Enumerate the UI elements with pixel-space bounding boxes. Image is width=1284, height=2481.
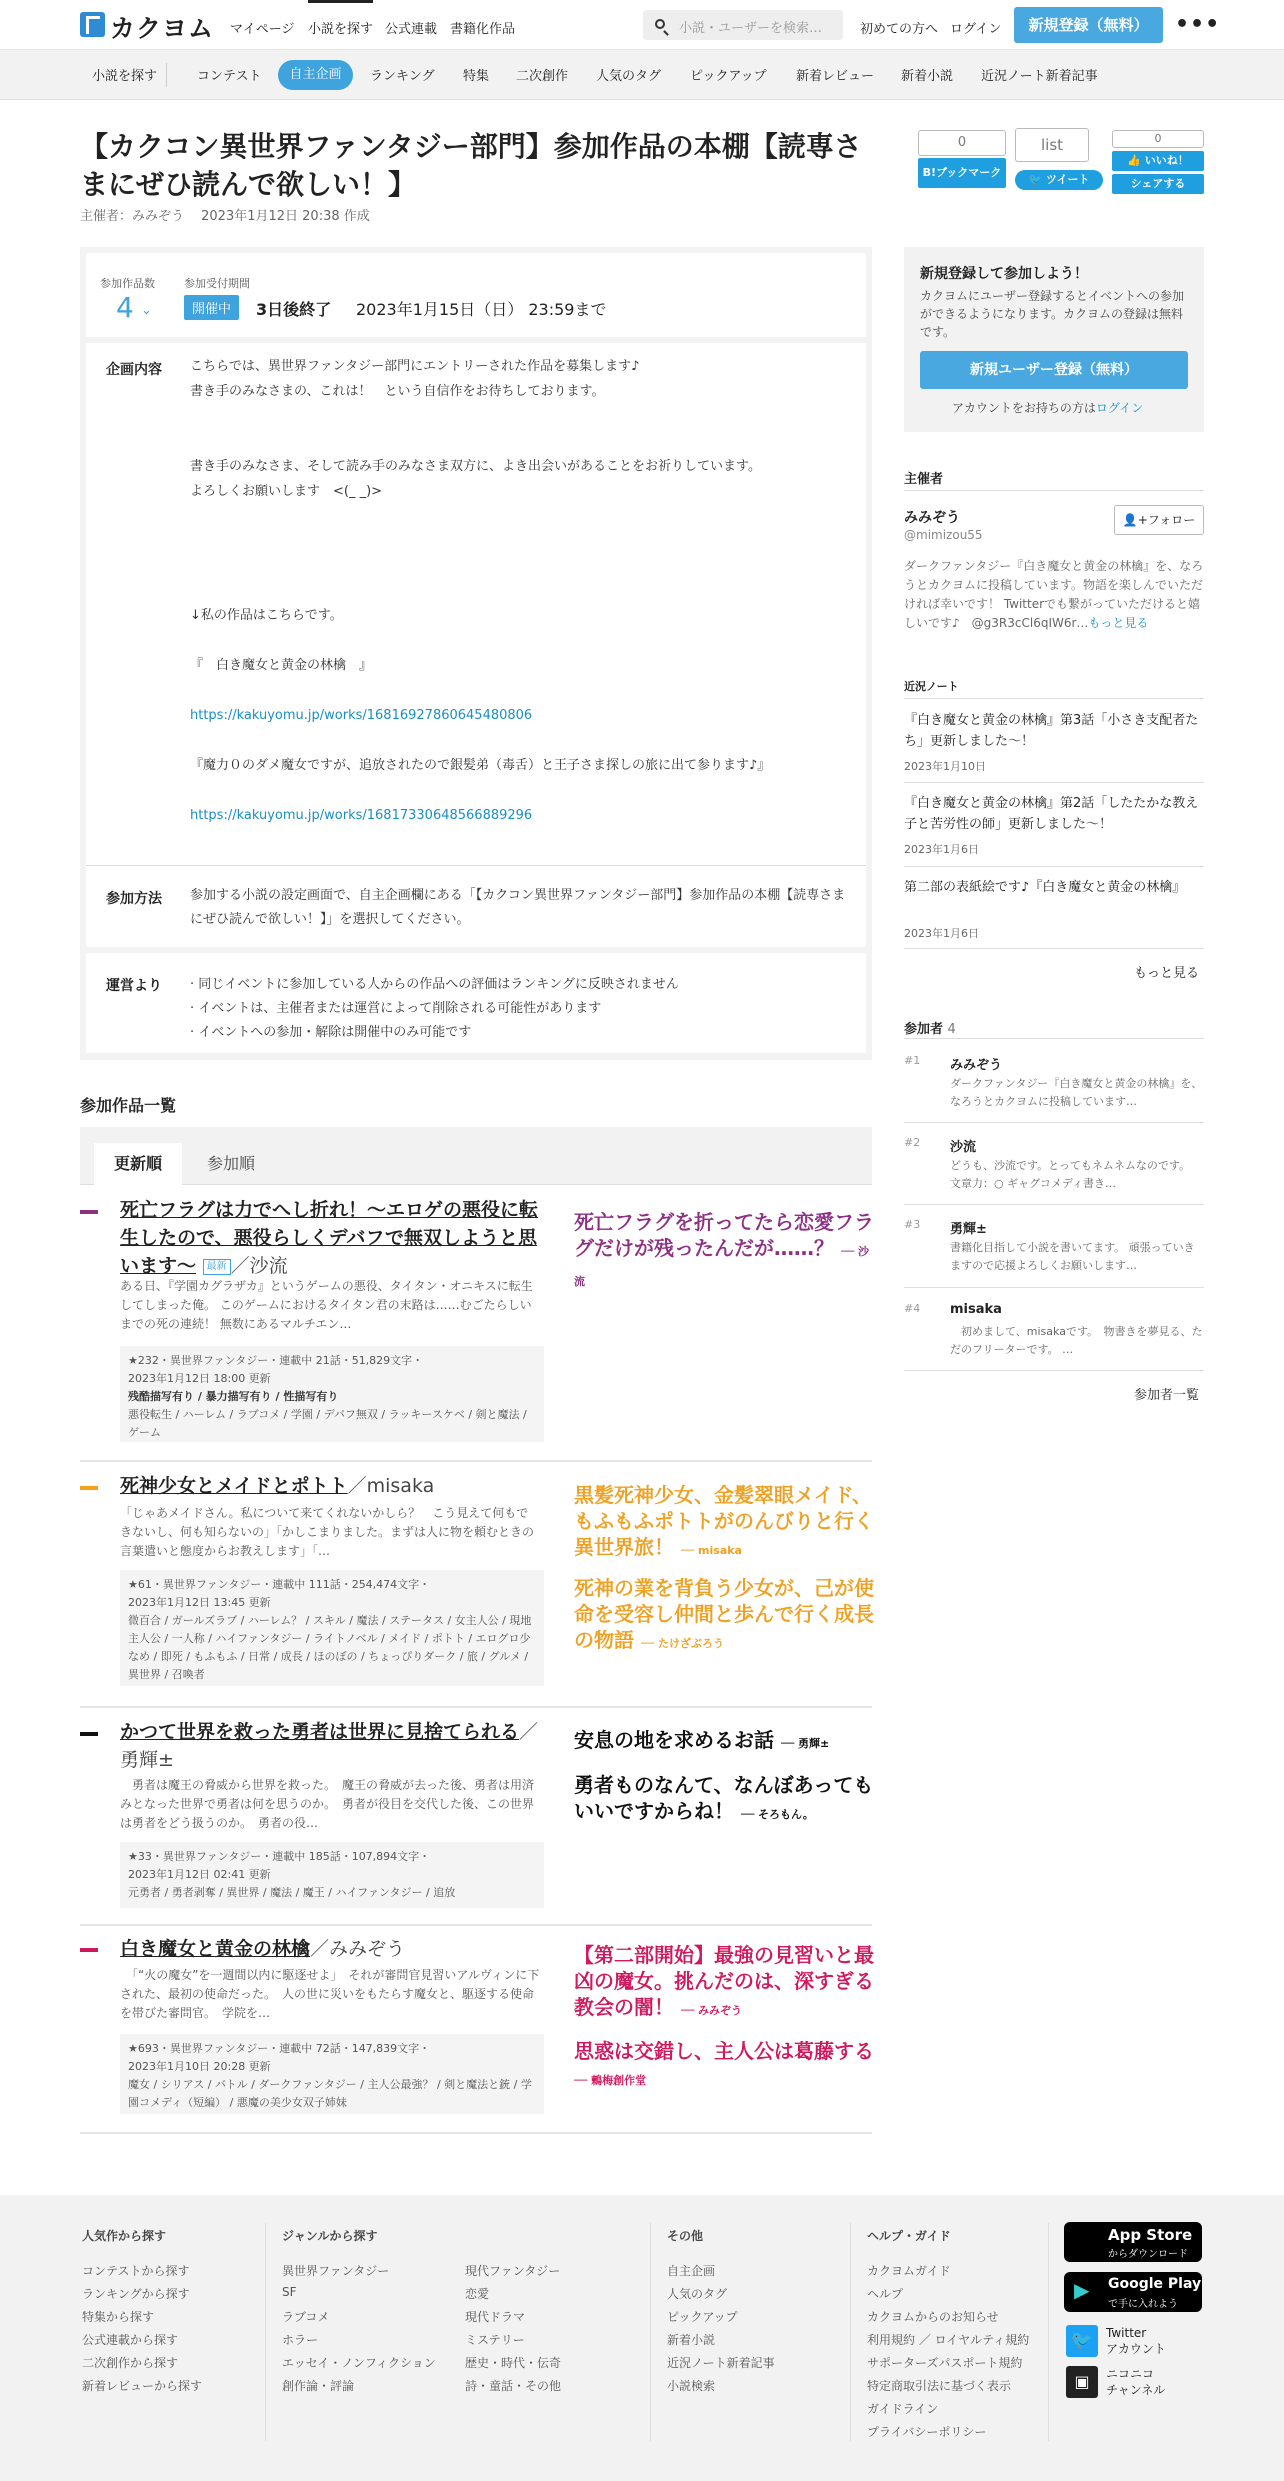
tab-joined[interactable]: 参加順 <box>206 1154 255 1173</box>
subnav-new-novels[interactable]: 新着小説 <box>901 69 954 84</box>
work-meta: ★232・異世界ファンタジー・連載中 21話・51,829文字・ 2023年1月12日 18:00 更新 残酷描写有り / 暴力描写有り / 性描写有り 悪役転生 / ハーレム / ラブコメ / 学園 / デバフ無双 / ラッキースケベ / 剣と魔法 / ゲーム <box>120 1346 544 1442</box>
work-color-bar <box>80 1486 98 1490</box>
footer-popular-heading: 人気作から探す <box>82 2229 167 2243</box>
work-intro: ある日、『学園カグラザカ』というゲームの悪役、タイタン・オニキスに転生してしまった俺。 このゲームにおけるタイタン君の末路は……むごたらしいまでの死の連続！ 無数にあるマルチエン… <box>120 1279 533 1331</box>
footer-link[interactable]: 人気のタグ <box>667 2287 728 2301</box>
signup-title: 新規登録して参加しよう！ <box>920 266 1088 282</box>
new-badge: 最新 <box>203 1259 231 1275</box>
organizer-bio: ダークファンタジー『白き魔女と黄金の林檎』を、なろうとカクヨムに投稿しています。物語を楽しんでいただければ幸いです！ Twitterでも繋がっていただけると嬉しいです♪ @g3R3cCl6qIW6r…もっと見る <box>904 559 1204 630</box>
footer-link[interactable]: 異世界ファンタジー <box>282 2264 390 2278</box>
divider <box>904 1204 1204 1205</box>
bio-more-link[interactable]: もっと見る <box>1088 616 1149 630</box>
footer-link[interactable]: 自主企画 <box>667 2264 716 2278</box>
bookmark-count: 0 <box>918 130 1006 156</box>
login-link[interactable]: ログイン <box>950 22 1002 37</box>
footer-link[interactable]: 公式連載から探す <box>82 2333 179 2347</box>
ends-in: 3日後終了 <box>256 300 332 319</box>
participant-desc: 初めまして、misakaです。 物書きを夢見る、ただのフリーターです。 … <box>950 1325 1203 1356</box>
footer-link[interactable]: 詩・童話・その他 <box>465 2379 562 2393</box>
event-description-card <box>86 343 866 865</box>
divider <box>80 1924 872 1926</box>
entries-count[interactable]: 4 <box>116 291 134 324</box>
divider <box>904 948 1204 949</box>
work-intro: 勇者は魔王の脅威から世界を救った。 魔王の脅威が去った後、勇者は用済みとなった世界で勇者は何を思うのか。 勇者が役目を交代した後、この世界は勇者をどう扱うのか。 勇者の役… <box>120 1778 535 1830</box>
footer-link[interactable]: ミステリー <box>465 2333 525 2347</box>
organizer-line: 主催者：みみぞう 2023年1月12日 20:38 作成 <box>80 209 370 224</box>
divider <box>904 1122 1204 1123</box>
list-button[interactable]: list <box>1015 128 1089 162</box>
status-badge: 開催中 <box>184 295 239 320</box>
participants-all-link[interactable]: 参加者一覧 <box>1134 1388 1200 1403</box>
work-color-bar <box>80 1210 98 1214</box>
subnav-feature[interactable]: 特集 <box>463 69 490 84</box>
footer-link[interactable]: 新着小説 <box>667 2333 716 2347</box>
work-meta: ★693・異世界ファンタジー・連載中 72話・147,839文字・ 2023年1月10日 20:28 更新 魔女 / シリアス / バトル / ダークファンタジー / 主人公最強？ / 剣と魔法と銃 / 学園コメディ（短編） / 悪魔の美少女双子姉妹 <box>120 2034 544 2114</box>
play-icon: ▶ <box>1074 2278 1090 2302</box>
footer-link[interactable]: ヘルプ <box>867 2287 904 2301</box>
divider <box>904 1370 1204 1371</box>
footer-divider <box>265 2223 266 2441</box>
nav-books[interactable]: 書籍化作品 <box>450 22 516 37</box>
twitter-icon[interactable]: 🐦 <box>1066 2325 1098 2357</box>
notes-more-link[interactable]: もっと見る <box>1134 966 1200 981</box>
footer-link[interactable]: SF <box>282 2285 297 2299</box>
page-title: 【カクコン異世界ファンタジー部門】参加作品の本棚【読専さまにぜひ読んで欲しい！】 <box>80 130 862 201</box>
thumbs-up-icon: 👍 <box>1127 154 1145 167</box>
subnav-tags[interactable]: 人気のタグ <box>596 69 662 84</box>
footer-link[interactable]: 小説検索 <box>667 2379 716 2393</box>
footer-link[interactable]: ホラー <box>282 2333 319 2347</box>
footer-link[interactable]: 利用規約 ／ ロイヤルティ規約 <box>867 2333 1030 2347</box>
organizer-heading: 主催者 <box>904 472 944 487</box>
niconico-channel-link[interactable]: ニコニコ チャンネル <box>1106 2367 1166 2397</box>
participant-rank: #3 <box>904 1218 921 1231</box>
app-store-badge[interactable]: App Store からダウンロード <box>1064 2222 1202 2262</box>
catchphrase: 勇者ものなんて、なんぼあってもいいですからね！ ── そろもん。 <box>574 1773 874 1823</box>
facebook-like-button[interactable]: 👍 いいね！ <box>1112 151 1204 171</box>
participant-desc: どうも、沙流です。とってもネムネムなのです。 文章力：○ ギャグコメディ書き… <box>950 1159 1191 1190</box>
desc-line: 『魔力０のダメ魔女ですが、追放されたので銀髪弟（毒舌）と王子さま探しの旅に出て参ります♪』 <box>190 758 771 773</box>
work-intro: 「“火の魔女”を一週間以内に駆逐せよ」 それが審問官見習いアルヴィンに下された、最初の使命だった。 人の世に災いをもたらす魔女と、駆逐する使命を帯びた審問官。 学院を… <box>120 1968 540 2020</box>
divider <box>904 866 1204 867</box>
work-tags: 魔女 / シリアス / バトル / ダークファンタジー / 主人公最強？ / 剣と魔法と銃 / 学園コメディ（短編） / 悪魔の美少女双子姉妹 <box>128 2078 532 2109</box>
work-title[interactable]: かつて世界を救った勇者は世界に見捨てられる／勇輝± <box>120 1721 539 1771</box>
footer-link[interactable]: 特集から探す <box>82 2310 155 2324</box>
how-label: 参加方法 <box>106 891 162 907</box>
subnav-search[interactable]: 小説を探す <box>92 69 158 84</box>
footer-link[interactable]: 歴史・時代・伝奇 <box>465 2356 562 2370</box>
divider <box>80 2132 872 2134</box>
note-date: 2023年1月10日 <box>904 760 986 773</box>
register-button[interactable]: 新規登録（無料） <box>1014 7 1163 43</box>
google-play-badge[interactable]: ▶ Google Play で手に入れよう <box>1064 2272 1202 2312</box>
signup-box <box>904 247 1204 432</box>
divider <box>904 1287 1204 1288</box>
catchphrase: 思惑は交錯し、主人公は葛藤する ── 鶫梅創作堂 <box>574 2039 874 2087</box>
footer-link[interactable]: 特定商取引法に基づく表示 <box>867 2379 1012 2393</box>
footer-link[interactable]: コンテストから探す <box>82 2264 190 2278</box>
participant-desc: ダークファンタジー『白き魔女と黄金の林檎』を、なろうとカクヨムに投稿しています… <box>950 1077 1203 1108</box>
footer-link[interactable]: サポーターズパスポート規約 <box>867 2356 1023 2370</box>
work-color-bar <box>80 1948 98 1952</box>
footer-link[interactable]: 二次創作から探す <box>82 2356 179 2370</box>
desc-line: 書き手のみなさま、そして読み手のみなさま双方に、よき出会いがあることをお祈りしています。 <box>190 459 761 474</box>
desc-line: ↓私の作品はこちらです。 <box>190 608 343 623</box>
entries-label: 参加作品数 <box>100 277 155 290</box>
follow-button[interactable]: 👤+フォロー <box>1114 505 1204 535</box>
niconico-icon[interactable]: ▣ <box>1066 2366 1098 2398</box>
work-title[interactable]: 死亡フラグは力でへし折れ！～エロゲの悪役に転生したので、悪役らしくデバフで無双しようと思います～ 最新 ／沙流 <box>120 1199 539 1277</box>
participant-rank: #1 <box>904 1054 921 1067</box>
catchphrase: 安息の地を求めるお話 ── 勇輝± <box>574 1728 830 1752</box>
desc-line: 『 白き魔女と黄金の林檎 』 <box>190 658 373 673</box>
catchphrase: 黒髪死神少女、金髪翠眼メイド、もふもふポトトがのんびりと行く異世界旅！ ── misaka <box>574 1483 874 1559</box>
catchphrase: 死神の業を背負う少女が、己が使命を受容し仲間と歩んで行く成長の物語 ── たけざぶろう <box>574 1576 874 1652</box>
nav-search-novels[interactable]: 小説を探す <box>308 0 373 37</box>
catchphrase: 【第二部開始】最強の見習いと最凶の魔女。挑んだのは、深すぎる教会の闇！ ── みみぞう <box>574 1943 874 2019</box>
work-tags: 元勇者 / 勇者剥奪 / 異世界 / 魔法 / 魔王 / ハイファンタジー / 追放 <box>128 1886 456 1899</box>
subnav-user-events[interactable]: 自主企画 <box>278 60 353 90</box>
nav-mypage[interactable]: マイページ <box>230 22 295 37</box>
divider <box>904 782 1204 783</box>
participant-rank: #2 <box>904 1136 921 1149</box>
footer-link[interactable]: エッセイ・ノンフィクション <box>282 2356 436 2370</box>
ops-item: · イベントは、主催者または運営によって削除される可能性があります <box>190 1001 602 1016</box>
footer-help-heading: ヘルプ・ガイド <box>867 2229 951 2243</box>
footer-link[interactable]: ラブコメ <box>282 2310 330 2324</box>
hatena-bookmark-button[interactable]: B!ブックマーク <box>918 158 1006 188</box>
footer-link[interactable]: 現代ドラマ <box>465 2310 526 2324</box>
footer-link[interactable]: ガイドライン <box>867 2402 939 2416</box>
divider <box>904 1038 1204 1039</box>
how-text: 参加する小説の設定画面で、自主企画欄にある「【カクコン異世界ファンタジー部門】参加作品の本棚【読専さまにぜひ読んで欲しい！】」を選択してください。 <box>190 888 846 927</box>
subnav-fanfic[interactable]: 二次創作 <box>516 69 569 84</box>
catchphrase: 死亡フラグを折ってたら恋愛フラグだけが残ったんだが……？ ── 沙流 <box>574 1210 874 1288</box>
desc-label: 企画内容 <box>106 362 162 378</box>
work-link[interactable]: https://kakuyomu.jp/works/16817330648566889296 <box>190 808 533 823</box>
divider <box>80 1706 872 1708</box>
tab-updated[interactable]: 更新順 <box>94 1143 182 1185</box>
work-link[interactable]: https://kakuyomu.jp/works/16816927860645480806 <box>190 708 533 723</box>
facebook-share-button[interactable]: シェアする <box>1112 174 1204 194</box>
desc-line: こちらでは、異世界ファンタジー部門にエントリーされた作品を募集します♪ <box>190 359 640 374</box>
how-to-join-card <box>86 865 866 947</box>
work-tags: 微百合 / ガールズラブ / ハーレム？ / スキル / 魔法 / ステータス / 女主人公 / 現地主人公 / 一人称 / ハイファンタジー / ライトノベル / メイド / ポトト / エログロ少なめ / 即死 / もふもふ / 日常 / 成長 / ほのぼの / ちょっぴりダーク / 旅 / グルメ / 異世界 / 召喚者 <box>128 1614 532 1681</box>
notes-heading: 近況ノート <box>904 680 959 693</box>
ops-notice-card <box>86 953 866 1053</box>
more-menu-icon[interactable]: ••• <box>1175 12 1221 37</box>
period-label: 参加受付期間 <box>184 277 250 290</box>
signup-text: カクヨムにユーザー登録するとイベントへの参加ができるようになります。カクヨムの登録は無料です。 <box>920 289 1185 339</box>
divider <box>80 1460 872 1462</box>
subnav-divider <box>166 63 167 87</box>
work-meta: ★33・異世界ファンタジー・連載中 185話・107,894文字・ 2023年1月12日 02:41 更新 元勇者 / 勇者剥奪 / 異世界 / 魔法 / 魔王 / ハイファンタジー / 追放 <box>120 1842 544 1908</box>
note-date: 2023年1月6日 <box>904 843 979 856</box>
sidebar-login-link[interactable]: ログイン <box>1095 401 1144 415</box>
desc-line: よろしくお願いします <(_ _)> <box>190 484 383 499</box>
event-summary-card <box>86 253 866 337</box>
footer-link[interactable]: プライバシーポリシー <box>867 2425 987 2439</box>
footer-link[interactable]: 新着レビューから探す <box>82 2379 203 2393</box>
note-item[interactable]: 『白き魔女と黄金の林檎』第2話「したたかな教え子と苦労性の師」更新しました〜！ <box>904 796 1199 832</box>
organizer-name[interactable]: みみぞう <box>904 510 960 526</box>
organizer-id: @mimizou55 <box>904 528 983 542</box>
participant-desc: 書籍化目指して小説を書いてます。 頑張っていきますので応援よろしくお願いします… <box>950 1241 1195 1272</box>
work-tags: 悪役転生 / ハーレム / ラブコメ / 学園 / デバフ無双 / ラッキースケベ / 剣と魔法 / ゲーム <box>128 1408 527 1439</box>
footer-other-heading: その他 <box>667 2229 704 2243</box>
divider <box>904 698 1204 699</box>
twitter-account-link[interactable]: Twitter アカウント <box>1106 2326 1166 2356</box>
footer-link[interactable]: ピックアップ <box>667 2310 738 2324</box>
ops-item: · 同じイベントに参加している人からの作品への評価はランキングに反映されません <box>190 977 679 992</box>
participant-rank: #4 <box>904 1302 921 1315</box>
subnav-notes[interactable]: 近況ノート新着記事 <box>981 69 1098 84</box>
ops-label: 運営より <box>106 978 162 994</box>
participant-name[interactable]: misaka <box>950 1302 1002 1317</box>
search-icon <box>655 19 665 29</box>
sub-navigation <box>0 50 1284 100</box>
work-title[interactable]: 白き魔女と黄金の林檎／みみぞう <box>120 1938 406 1960</box>
deadline: 2023年1月15日（日） 23:59まで <box>356 300 607 319</box>
footer-genre-heading: ジャンルから探す <box>282 2229 378 2243</box>
footer-divider <box>850 2223 851 2441</box>
participant-name[interactable]: 勇輝± <box>950 1222 987 1237</box>
signup-button[interactable]: 新規ユーザー登録（無料） <box>920 351 1188 389</box>
footer-divider <box>650 2223 651 2441</box>
note-item[interactable]: 『白き魔女と黄金の林檎』第3話「小さき支配者たち」更新しました〜！ <box>904 713 1199 749</box>
search-input[interactable]: 小説・ユーザーを検索… <box>643 10 843 40</box>
footer-link[interactable]: 現代ファンタジー <box>465 2264 561 2278</box>
add-user-icon: 👤+ <box>1122 513 1148 527</box>
global-header <box>0 0 1284 50</box>
work-title[interactable]: 死神少女とメイドとポトト／misaka <box>120 1475 435 1497</box>
footer-link[interactable]: 恋愛 <box>465 2287 490 2301</box>
have-account: アカウントをお持ちの方はログイン <box>952 401 1144 415</box>
footer-link[interactable]: カクヨムガイド <box>867 2264 951 2278</box>
participant-name[interactable]: 沙流 <box>950 1140 977 1155</box>
chevron-down-icon[interactable]: ⌄ <box>141 303 152 318</box>
subnav-contest[interactable]: コンテスト <box>197 69 262 84</box>
nav-official[interactable]: 公式連載 <box>385 22 438 37</box>
work-intro: 「じゃあメイドさん。私について来てくれないかしら？ こう見えて何もできないし、何も知らないの」「かしこまりました。まずは人に物を頼むときの言葉遣いと態度からお教えします」「… <box>120 1506 535 1558</box>
work-meta: ★61・異世界ファンタジー・連載中 111話・254,474文字・ 2023年1月12日 13:45 更新 微百合 / ガールズラブ / ハーレム？ / スキル / 魔法 / ステータス / 女主人公 / 現地主人公 / 一人称 / ハイファンタジー / ライトノベル / メイド / ポトト / エログロ少なめ / 即死 / もふもふ / 日常 / 成長 / ほのぼの / ちょっぴりダーク / 旅 / グルメ / 異世界 / 召喚者 <box>120 1570 544 1686</box>
footer-link[interactable]: 近況ノート新着記事 <box>667 2356 775 2370</box>
works-heading: 参加作品一覧 <box>80 1096 177 1115</box>
subnav-ranking[interactable]: ランキング <box>370 69 435 84</box>
subnav-pickup[interactable]: ピックアップ <box>690 69 767 84</box>
desc-line: 書き手のみなさまの、これは！ という自信作をお待ちしております。 <box>190 384 605 399</box>
site-logo[interactable]: カクヨム <box>110 14 215 43</box>
participants-heading: 参加者 4 <box>904 1022 956 1037</box>
participant-name[interactable]: みみぞう <box>950 1058 1003 1073</box>
footer-divider <box>1048 2223 1049 2441</box>
work-color-bar <box>80 1732 98 1736</box>
footer-link[interactable]: 創作論・評論 <box>282 2379 355 2393</box>
footer-link[interactable]: カクヨムからのお知らせ <box>867 2310 999 2324</box>
subnav-reviews[interactable]: 新着レビュー <box>796 69 875 84</box>
note-date: 2023年1月6日 <box>904 927 979 940</box>
event-panel <box>80 247 872 1060</box>
twitter-icon: 🐦 <box>1028 173 1047 186</box>
ops-item: · イベントへの参加・解除は開催中のみ可能です <box>190 1025 472 1040</box>
kakuyomu-logo-icon[interactable] <box>80 12 105 37</box>
divider <box>904 490 1204 491</box>
footer-link[interactable]: ランキングから探す <box>82 2287 190 2301</box>
like-count: 0 <box>1112 130 1204 148</box>
note-item[interactable]: 第二部の表紙絵です♪『白き魔女と黄金の林檎』 <box>904 880 1186 895</box>
guide-link[interactable]: 初めての方へ <box>860 22 939 37</box>
tweet-button[interactable]: 🐦 ツイート <box>1015 170 1103 190</box>
